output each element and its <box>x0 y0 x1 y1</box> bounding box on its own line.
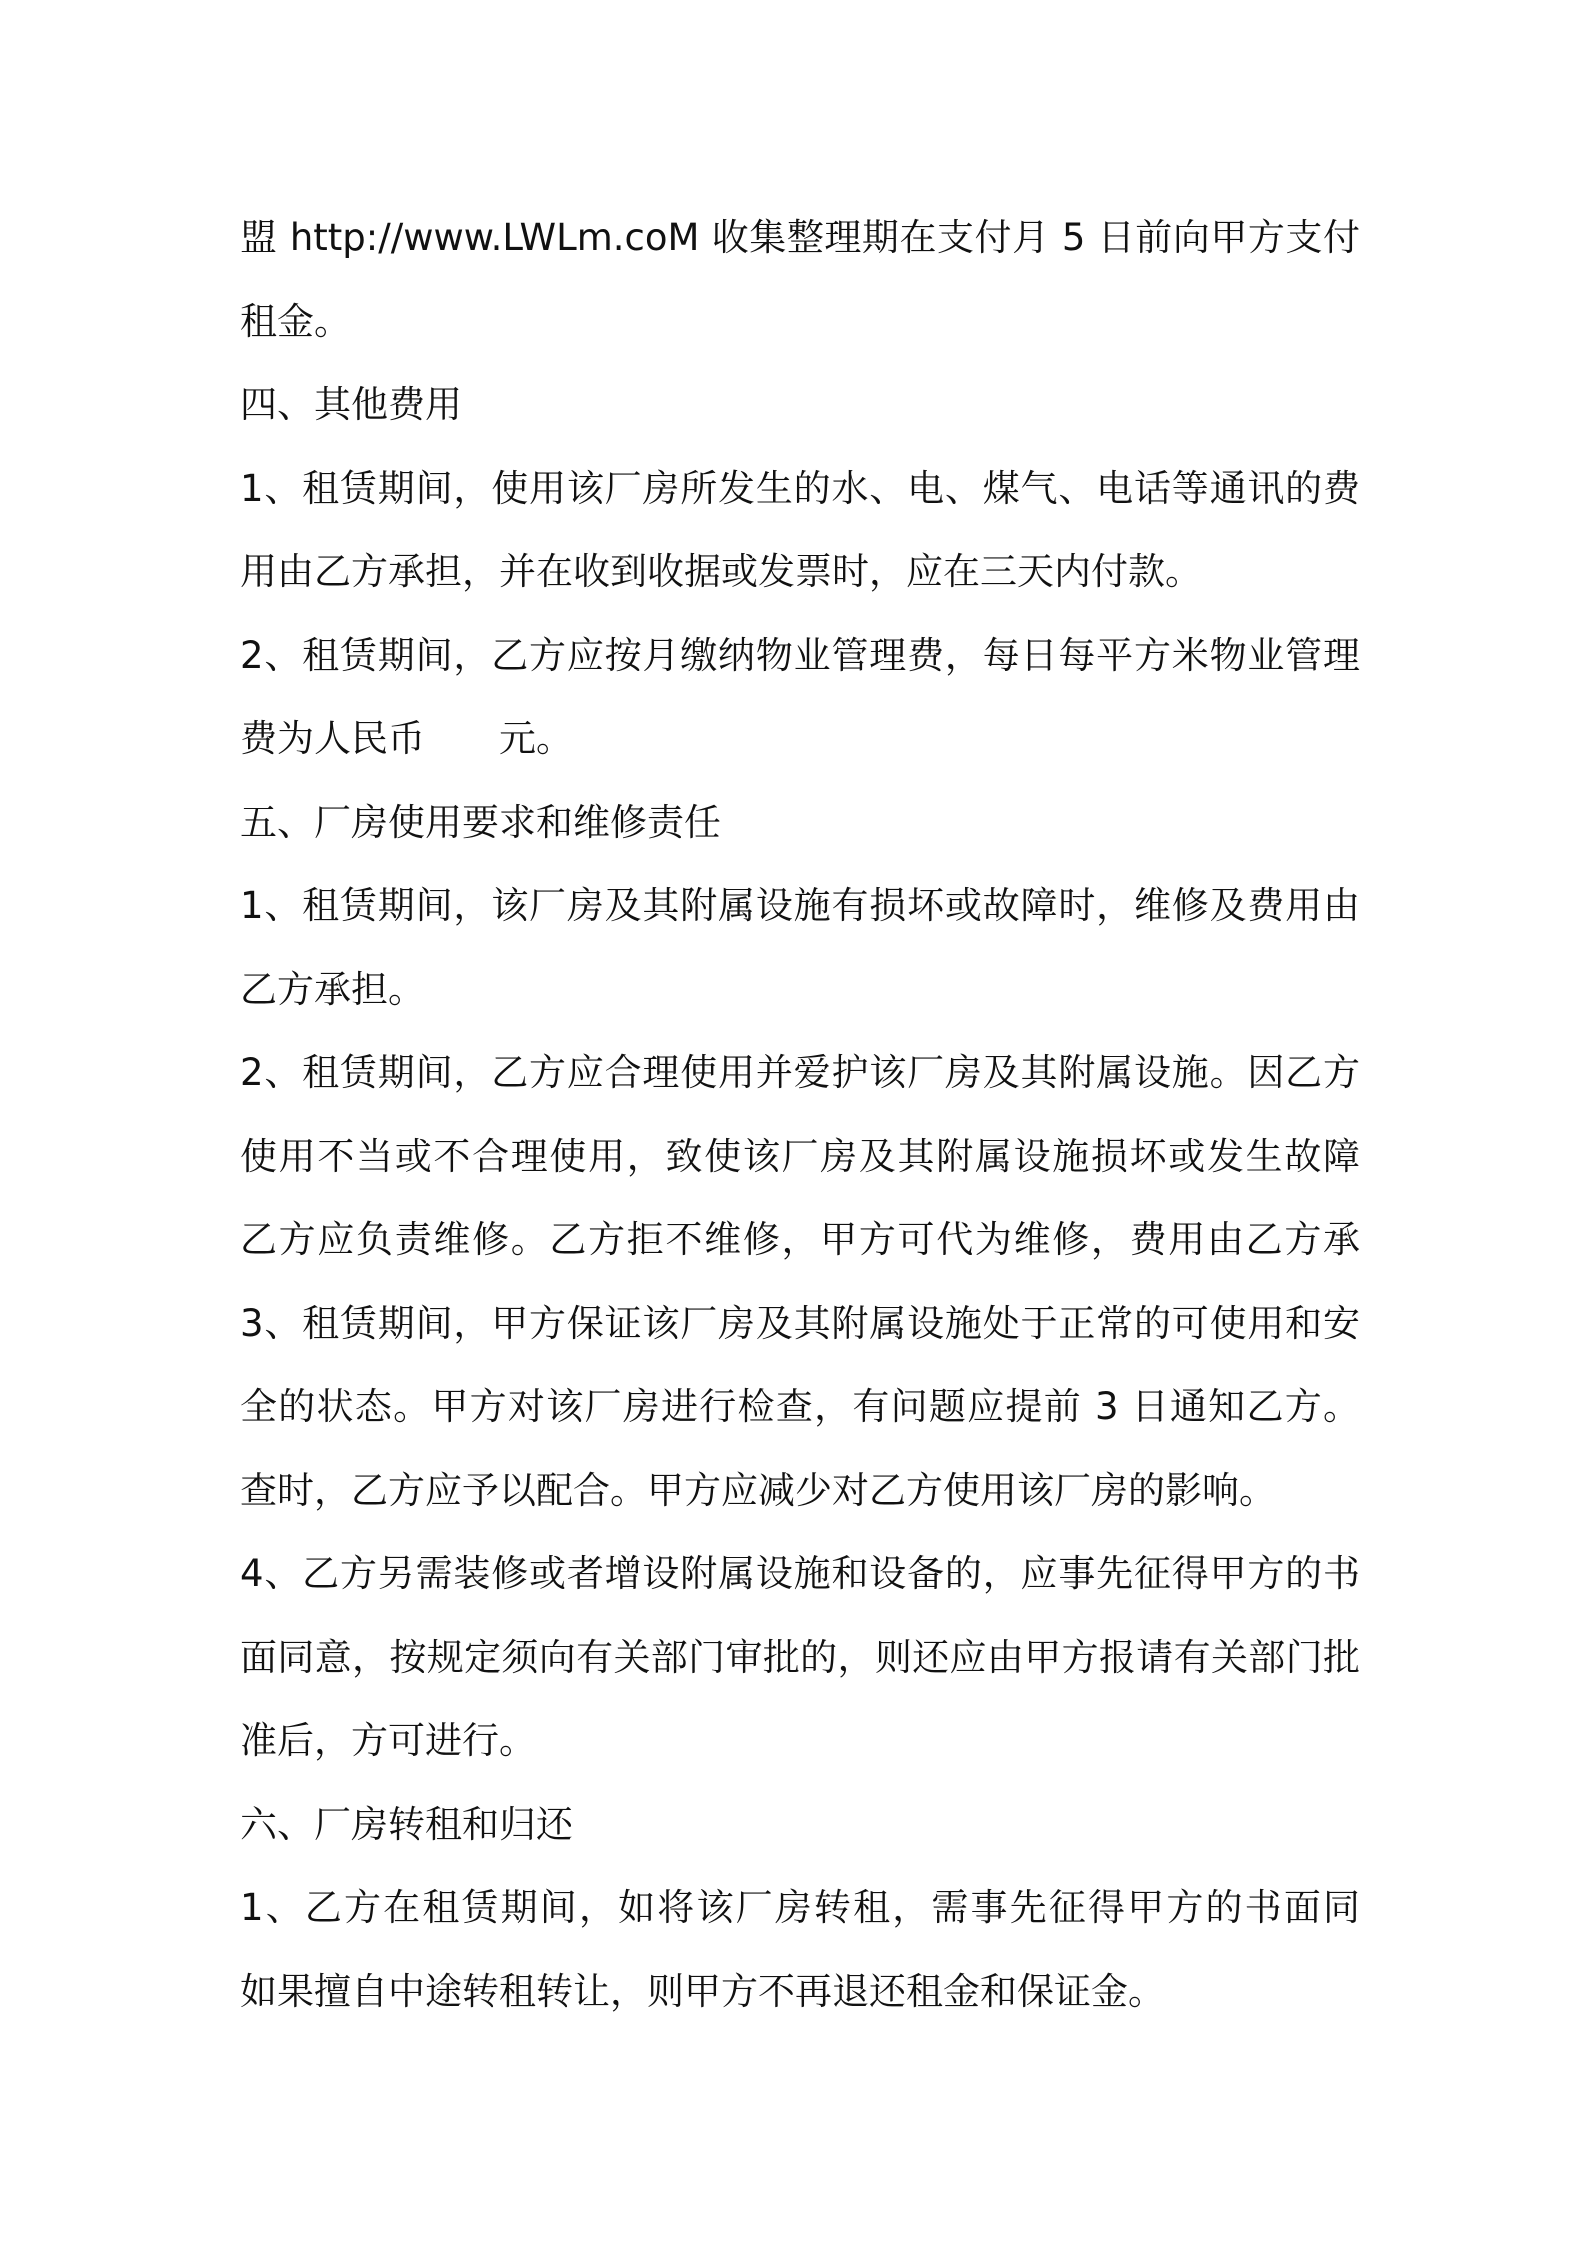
text-line: 租金。 <box>240 299 351 343</box>
text-line: 1、乙方在租赁期间，如将该厂房转租，需事先征得甲方的书面同 <box>240 1886 1360 1929</box>
text-line: 使用不当或不合理使用，致使该厂房及其附属设施损坏或发生故障 <box>240 1134 1360 1178</box>
text-line: 2、租赁期间，乙方应按月缴纳物业管理费，每日每平方米物业管理 <box>240 633 1360 677</box>
text-line: 4、乙方另需装修或者增设附属设施和设备的，应事先征得甲方的书 <box>240 1552 1360 1595</box>
text-line: 乙方承担。 <box>240 967 425 1011</box>
document-body <box>240 196 1360 2033</box>
section-heading: 六、厂房转租和归还 <box>240 1802 573 1846</box>
text-line: 费为人民币 元。 <box>240 717 573 760</box>
text-line: 全的状态。甲方对该厂房进行检查，有问题应提前 3 日通知乙方。 <box>240 1385 1360 1428</box>
section-heading: 五、厂房使用要求和维修责任 <box>240 800 721 844</box>
text-line: 如果擅自中途转租转让，则甲方不再退还租金和保证金。 <box>240 1969 1165 2013</box>
text-line: 乙方应负责维修。乙方拒不维修，甲方可代为维修，费用由乙方承 <box>240 1218 1360 1261</box>
text-line: 查时，乙方应予以配合。甲方应减少对乙方使用该厂房的影响。 <box>240 1468 1276 1512</box>
text-line: 3、租赁期间，甲方保证该厂房及其附属设施处于正常的可使用和安 <box>240 1301 1360 1345</box>
text-line: 1、租赁期间，使用该厂房所发生的水、电、煤气、电话等通讯的费 <box>240 466 1360 510</box>
text-line: 面同意，按规定须向有关部门审批的，则还应由甲方报请有关部门批 <box>240 1635 1360 1679</box>
text-line: 盟 http://www.LWLm.coM 收集整理期在支付月 5 日前向甲方支付 <box>240 216 1360 259</box>
text-line: 用由乙方承担，并在收到收据或发票时，应在三天内付款。 <box>240 550 1202 593</box>
text-line: 1、租赁期间，该厂房及其附属设施有损坏或故障时，维修及费用由 <box>240 884 1360 927</box>
section-heading: 四、其他费用 <box>240 383 462 426</box>
text-line: 2、租赁期间，乙方应合理使用并爱护该厂房及其附属设施。因乙方 <box>240 1051 1360 1094</box>
text-line: 准后，方可进行。 <box>240 1719 536 1762</box>
